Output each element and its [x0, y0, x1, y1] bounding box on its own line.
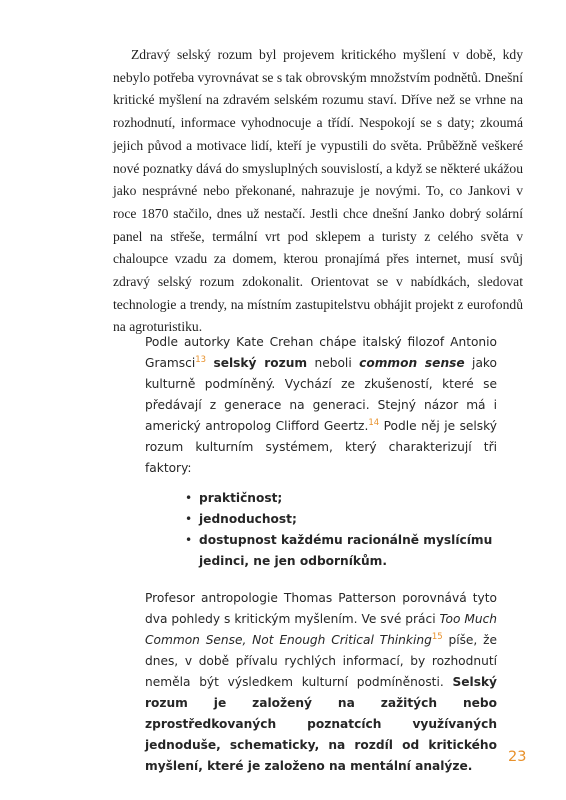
main-paragraph: Zdravý selský rozum byl projevem kritického myšlení v době, kdy nebylo potřeba vyrovnávat se s tak obrovským množstvím podnětů. Dnešní kritické myšlení na zdravém selském rozumu staví. Dříve než se vrhne na rozhodnutí, informace vyhodnocuje a třídí. Nespokojí se s daty; zkoumá jejich původ a motivace lidí, kteří je vypustili do světa. Průběžně veškeré nové poznatky dává do smysluplných souvislostí, a když se některé ukážou jako nesprávné nebo překonané, nahrazuje je novými. To, co Jankovi v roce 1870 stačilo, dnes už nestačí. Jestli chce dnešní Janko dobrý solární panel na střeše, termální vrt pod sklepem a turisty z celého světa v chaloupce vzadu za domem, kterou pronajímá přes internet, musí svůj zdravý selský rozum zdokonalit. Orientovat se v nabídkách, sledovat technologie a trendy, na místním zastupitelstvu obhájit projekt z eurofondů na agroturistiku.	[113, 47, 524, 335]
term-selsky-rozum: selský rozum	[213, 356, 308, 370]
box-p1-text-e: Podle něj je selský rozum kulturním systémem, který charakterizují tři faktory:	[145, 419, 497, 475]
box-p1-text-a: Podle autorky Kate Crehan chápe italský filozof Antonio Gramsci	[145, 335, 497, 370]
box-paragraph-1	[145, 332, 497, 479]
box-p1-text-c: neboli	[307, 356, 360, 370]
box-p2-text-b: píše, že dnes, v době přívalu rychlých informací, by rozhodnutí neměla být výsledkem kulturní podmíněnosti.	[145, 633, 498, 689]
box-p2-bold: Selský rozum je založený na zažitých nebo zprostředkovaných poznatcích využívaných jednoduše, schematicky, na rozdíl od kritického myšlení, které je založeno na mentální analýze.	[145, 675, 497, 773]
term-common-sense: common sense	[359, 356, 465, 370]
main-text	[113, 44, 523, 339]
box-p1-text-d: jako kulturně podmíněný. Vychází ze zkušeností, které se předávají z generace na generaci. Stejný názor má i americký antropolog Clifford Geertz.	[145, 356, 497, 433]
footnote-ref-13[interactable]: 13	[195, 354, 207, 365]
box-paragraph-2	[145, 588, 497, 777]
factor-item: • dostupnost každému racionálně myslícímu jedinci, ne jen odborníkům.	[185, 530, 497, 572]
page-number: 23	[508, 749, 527, 765]
factor-list	[145, 488, 497, 572]
factor-item: • jednoduchost;	[185, 509, 497, 530]
box-p2-text-a: Profesor antropologie Thomas Patterson porovnává tyto dva pohledy s kritickým myšlením. Ve své práci	[145, 591, 497, 626]
factor-item: • praktičnost;	[185, 488, 497, 509]
footnote-ref-14[interactable]: 14	[368, 417, 380, 428]
footnote-ref-15[interactable]: 15	[431, 631, 443, 642]
work-title: Too Much Common Sense, Not Enough Critical Thinking	[145, 612, 498, 647]
sidebar-box	[145, 332, 497, 777]
